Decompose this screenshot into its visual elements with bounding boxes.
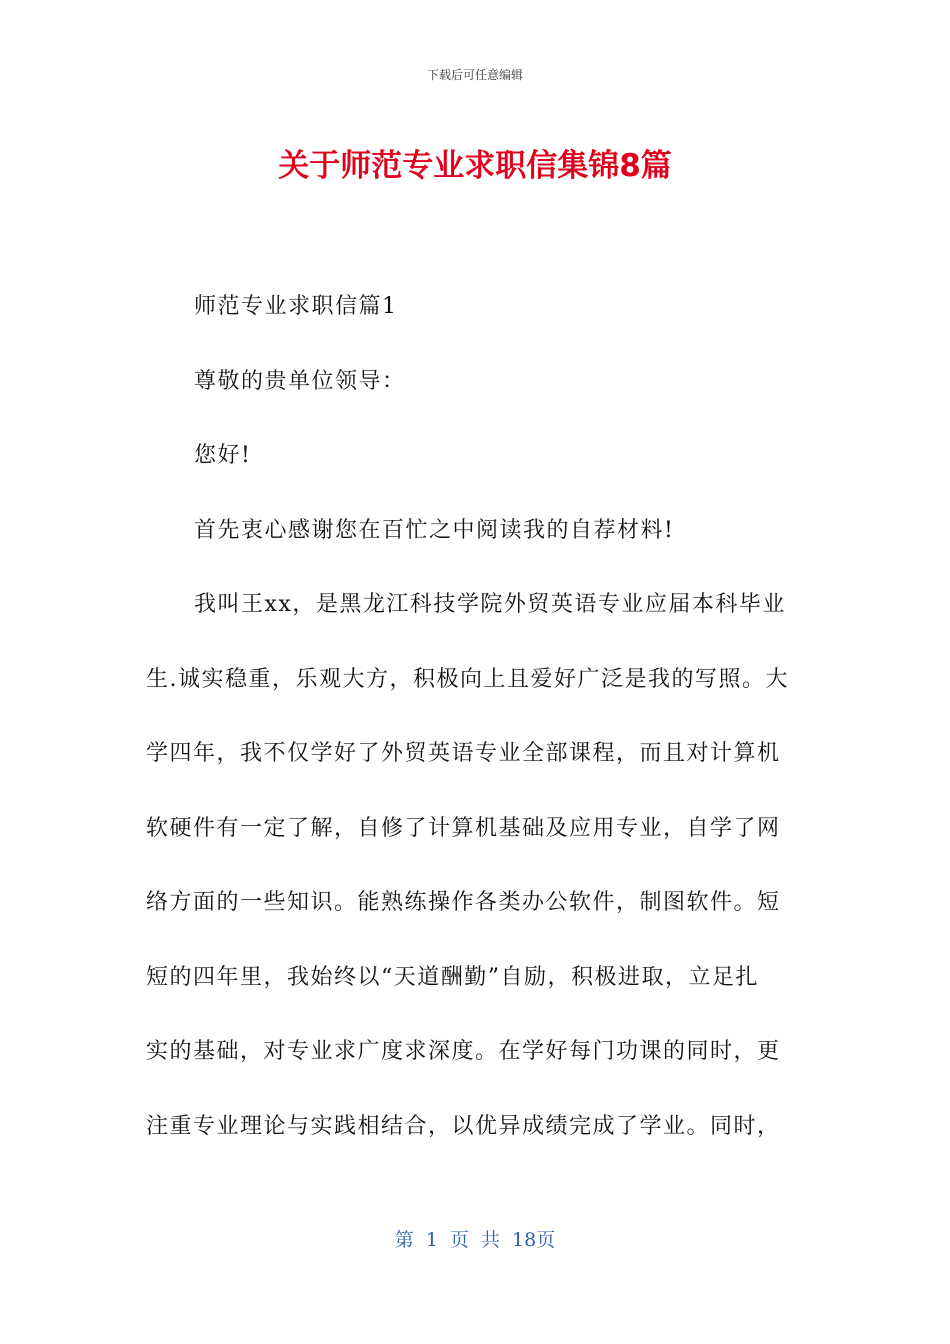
body-line: 短的四年里，我始终以“天道酬勤”自励，积极进取，立足扎 <box>146 964 759 990</box>
page-header-note: 下载后可任意编辑 <box>426 68 523 82</box>
body-line: 络方面的一些知识。能熟练操作各类办公软件，制图软件。短 <box>146 890 781 915</box>
body-line: 实的基础，对专业求广度求深度。在学好每门功课的同时，更 <box>146 1039 781 1064</box>
body-line: 学四年，我不仅学好了外贸英语专业全部课程，而且对计算机 <box>146 741 781 766</box>
body-line: 软硬件有一定了解，自修了计算机基础及应用专业，自学了网 <box>146 815 781 841</box>
page-number-footer: 第 1 页 共 18页 <box>394 1229 556 1251</box>
greeting: 您好! <box>194 443 252 468</box>
opening-paragraph: 首先衷心感谢您在百忙之中阅读我的自荐材料! <box>194 517 675 543</box>
document-title: 关于师范专业求职信集锦8篇 <box>278 148 672 184</box>
body-line: 注重专业理论与实践相结合，以优异成绩完成了学业。同时， <box>146 1113 781 1139</box>
salutation: 尊敬的贵单位领导： <box>194 368 406 394</box>
section-heading: 师范专业求职信篇1 <box>194 294 398 319</box>
body-line: 我叫王xx，是黑龙江科技学院外贸英语专业应届本科毕业 <box>194 592 786 617</box>
document-body <box>146 270 806 1164</box>
body-line: 生.诚实稳重，乐观大方，积极向上且爱好广泛是我的写照。大 <box>146 666 789 692</box>
